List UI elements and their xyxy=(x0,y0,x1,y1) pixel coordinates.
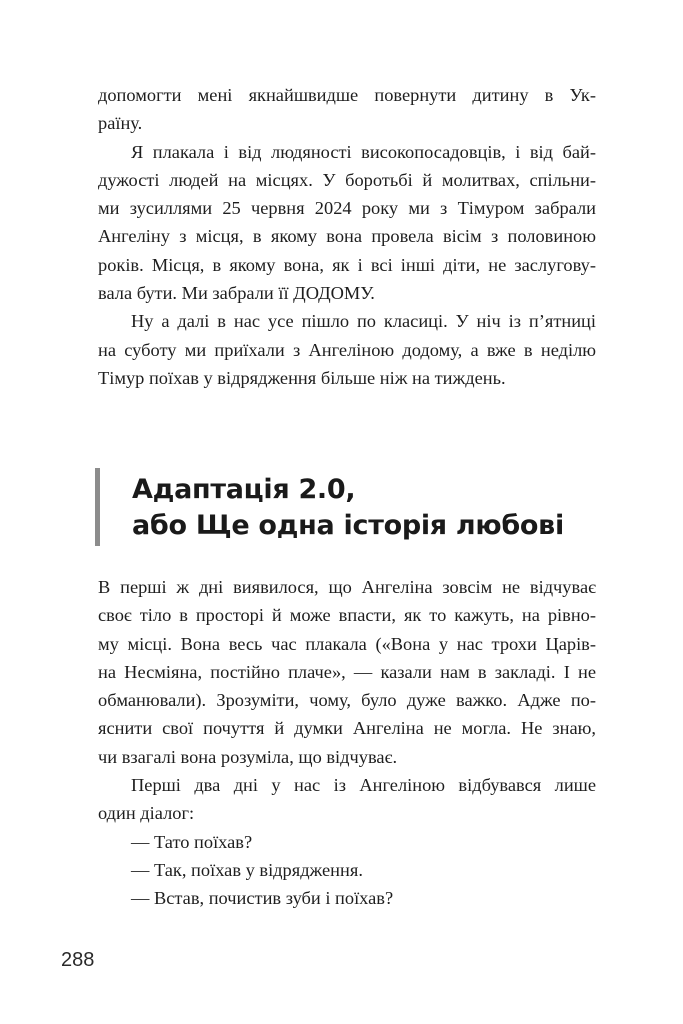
paragraph-start: Перші два дні у нас із Ангеліною відбувався лише xyxy=(131,775,596,796)
text-line: років. Місця, в якому вона, як і всі інші діти, не заслугову- xyxy=(98,254,596,275)
text-block-bottom xyxy=(98,573,596,913)
section-heading xyxy=(95,468,575,546)
text-line: обманювали). Зрозуміти, чому, було дуже важко. Адже по- xyxy=(98,690,596,711)
page-number: 288 xyxy=(61,949,95,971)
text-line: один діалог: xyxy=(98,803,195,824)
heading-accent-bar xyxy=(95,468,100,546)
text-line: допомогти мені якнайшвидше повернути дитину в Ук- xyxy=(98,85,596,105)
text-line: раїну. xyxy=(98,113,143,134)
heading-title xyxy=(132,472,564,544)
text-line: вала бути. Ми забрали її ДОДОМУ. xyxy=(98,283,375,304)
dialogue-line: — Тато поїхав? xyxy=(131,831,253,852)
heading-line-2: або Ще одна історія любові xyxy=(132,510,564,541)
text-line: своє тіло в просторі й може впасти, як то кажуть, на рівно- xyxy=(98,605,596,626)
text-line: ми зусиллями 25 червня 2024 року ми з Тімуром забрали xyxy=(98,198,596,219)
heading-line-1: Адаптація 2.0, xyxy=(132,474,356,505)
dialogue-line: — Так, поїхав у відрядження. xyxy=(131,859,363,880)
text-line: Тімур поїхав у відрядження більше ніж на тиждень. xyxy=(98,367,506,388)
text-line: В перші ж дні виявилося, що Ангеліна зовсім не відчуває xyxy=(98,577,596,597)
paragraph-start: Я плакала і від людяності високопосадовців, і від бай- xyxy=(131,141,596,162)
text-line: му місці. Вона весь час плакала («Вона у нас трохи Царів- xyxy=(98,633,596,654)
text-line: дужості людей на місцях. У боротьбі й молитвах, спільни- xyxy=(98,169,596,190)
text-line: Ангеліну з місця, в якому вона провела вісім з половиною xyxy=(98,226,596,247)
text-line: на Несміяна, постійно плаче», — казали нам в закладі. І не xyxy=(98,661,596,682)
text-block-top xyxy=(98,81,596,392)
paragraph-start: Ну а далі в нас усе пішло по класиці. У ніч із п’ятниці xyxy=(131,311,596,332)
text-line: яснити свої почуття й думки Ангеліна не могла. Не знаю, xyxy=(98,718,596,739)
dialogue-line: — Встав, почистив зуби і поїхав? xyxy=(131,888,394,909)
text-line: чи взагалі вона розуміла, що відчуває. xyxy=(98,746,398,767)
text-line: на суботу ми приїхали з Ангеліною додому, а вже в неділю xyxy=(98,339,596,360)
